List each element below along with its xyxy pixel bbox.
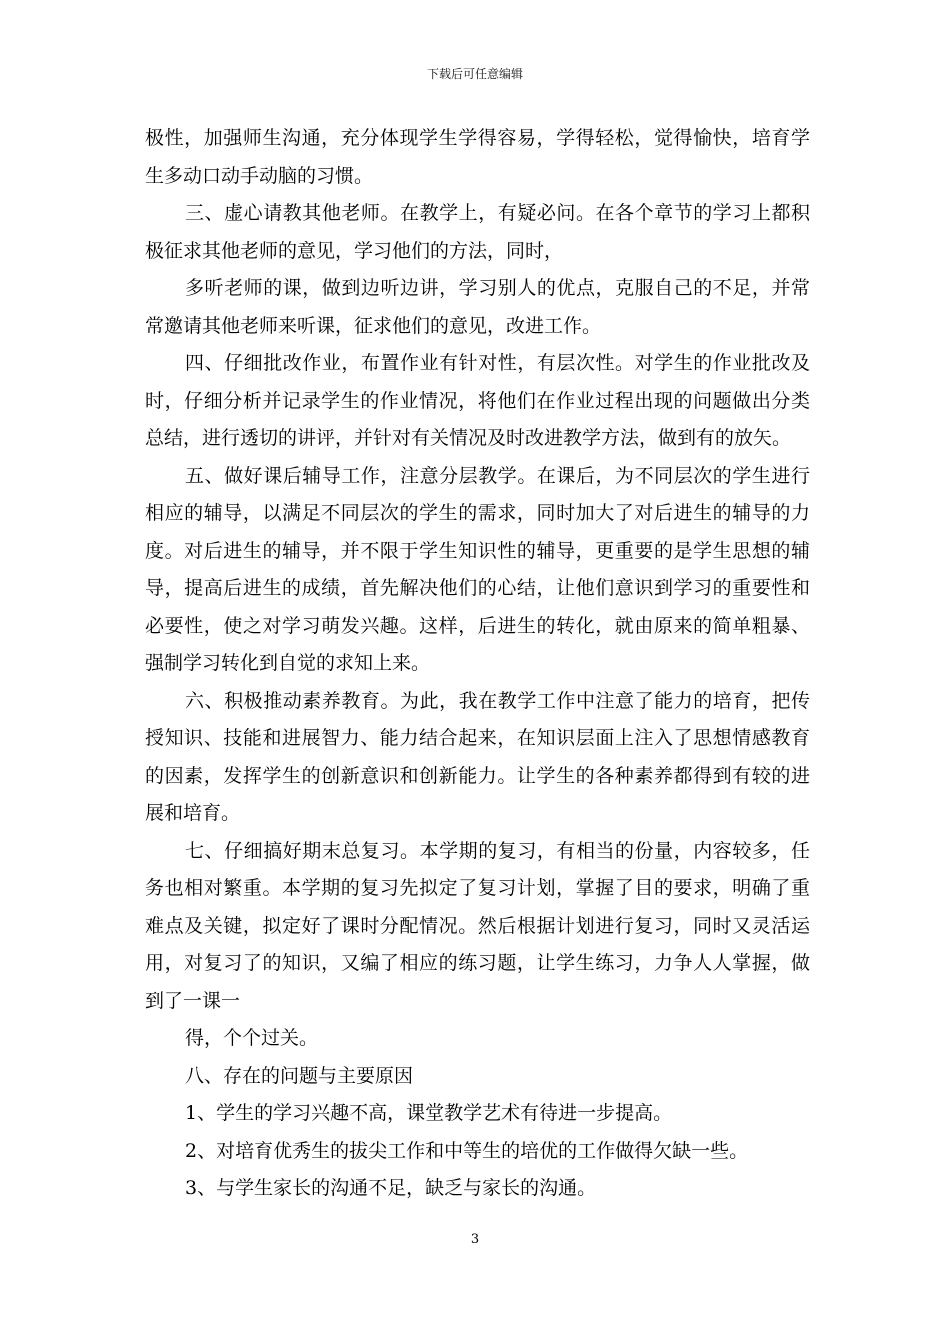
text-line: 3、与学生家长的沟通不足，缺乏与家长的沟通。: [185, 1177, 597, 1199]
text-line: 总结，进行透切的讲评，并针对有关情况及时改进教学方法，做到有的放矢。: [145, 427, 792, 449]
text-line: 导，提高后进生的成绩，首先解决他们的心结，让他们意识到学习的重要性和: [145, 577, 810, 599]
document-body: [145, 120, 810, 1208]
text-line: 八、存在的问题与主要原因: [185, 1064, 414, 1087]
text-line: 必要性，使之对学习萌发兴趣。这样，后进生的转化，就由原来的简单粗暴、: [145, 614, 810, 637]
text-line: 到了一课一: [145, 989, 241, 1012]
text-line: 极性，加强师生沟通，充分体现学生学得容易，学得轻松，觉得愉快，培育学: [145, 127, 810, 149]
text-line: 用，对复习了的知识，又编了相应的练习题，让学生练习，力争人人掌握，做: [145, 952, 810, 974]
text-line: 2、对培育优秀生的拔尖工作和中等生的培优的工作做得欠缺一些。: [185, 1139, 749, 1162]
text-line: 相应的辅导，以满足不同层次的学生的需求，同时加大了对后进生的辅导的力: [145, 502, 810, 524]
text-line: 授知识、技能和进展智力、能力结合起来，在知识层面上注入了思想情感教育: [145, 727, 810, 749]
text-line: 六、积极推动素养教育。为此，我在教学工作中注意了能力的培育，把传: [185, 689, 810, 712]
page-header: 下载后可任意编辑: [426, 67, 523, 81]
text-line: 度。对后进生的辅导，并不限于学生知识性的辅导，更重要的是学生思想的辅: [145, 539, 810, 562]
text-line: 时，仔细分析并记录学生的作业情况，将他们在作业过程出现的问题做出分类: [145, 389, 810, 412]
text-line: 得，个个过关。: [185, 1027, 319, 1049]
text-line: 四、仔细批改作业，布置作业有针对性，有层次性。对学生的作业批改及: [185, 352, 810, 374]
text-line: 极征求其他老师的意见，学习他们的方法，同时，: [145, 239, 564, 262]
page-number: 3: [470, 1232, 480, 1247]
text-line: 展和培育。: [145, 802, 241, 824]
text-line: 难点及关键，拟定好了课时分配情况。然后根据计划进行复习，同时又灵活运: [145, 914, 810, 937]
text-line: 三、虚心请教其他老师。在教学上，有疑必问。在各个章节的学习上都积: [185, 202, 810, 224]
text-line: 1、学生的学习兴趣不高，课堂教学艺术有待进一步提高。: [185, 1102, 673, 1124]
text-line: 生多动口动手动脑的习惯。: [145, 164, 374, 187]
text-line: 的因素，发挥学生的创新意识和创新能力。让学生的各种素养都得到有较的进: [145, 764, 810, 787]
text-line: 常邀请其他老师来听课，征求他们的意见，改进工作。: [145, 314, 602, 337]
text-line: 强制学习转化到自觉的求知上来。: [145, 652, 431, 674]
text-line: 务也相对繁重。本学期的复习先拟定了复习计划，掌握了目的要求，明确了重: [145, 877, 810, 899]
text-line: 五、做好课后辅导工作，注意分层教学。在课后，为不同层次的学生进行: [185, 464, 810, 487]
text-line: 多听老师的课，做到边听边讲，学习别人的优点，克服自己的不足，并常: [185, 277, 810, 299]
text-line: 七、仔细搞好期末总复习。本学期的复习，有相当的份量，内容较多，任: [185, 839, 810, 862]
